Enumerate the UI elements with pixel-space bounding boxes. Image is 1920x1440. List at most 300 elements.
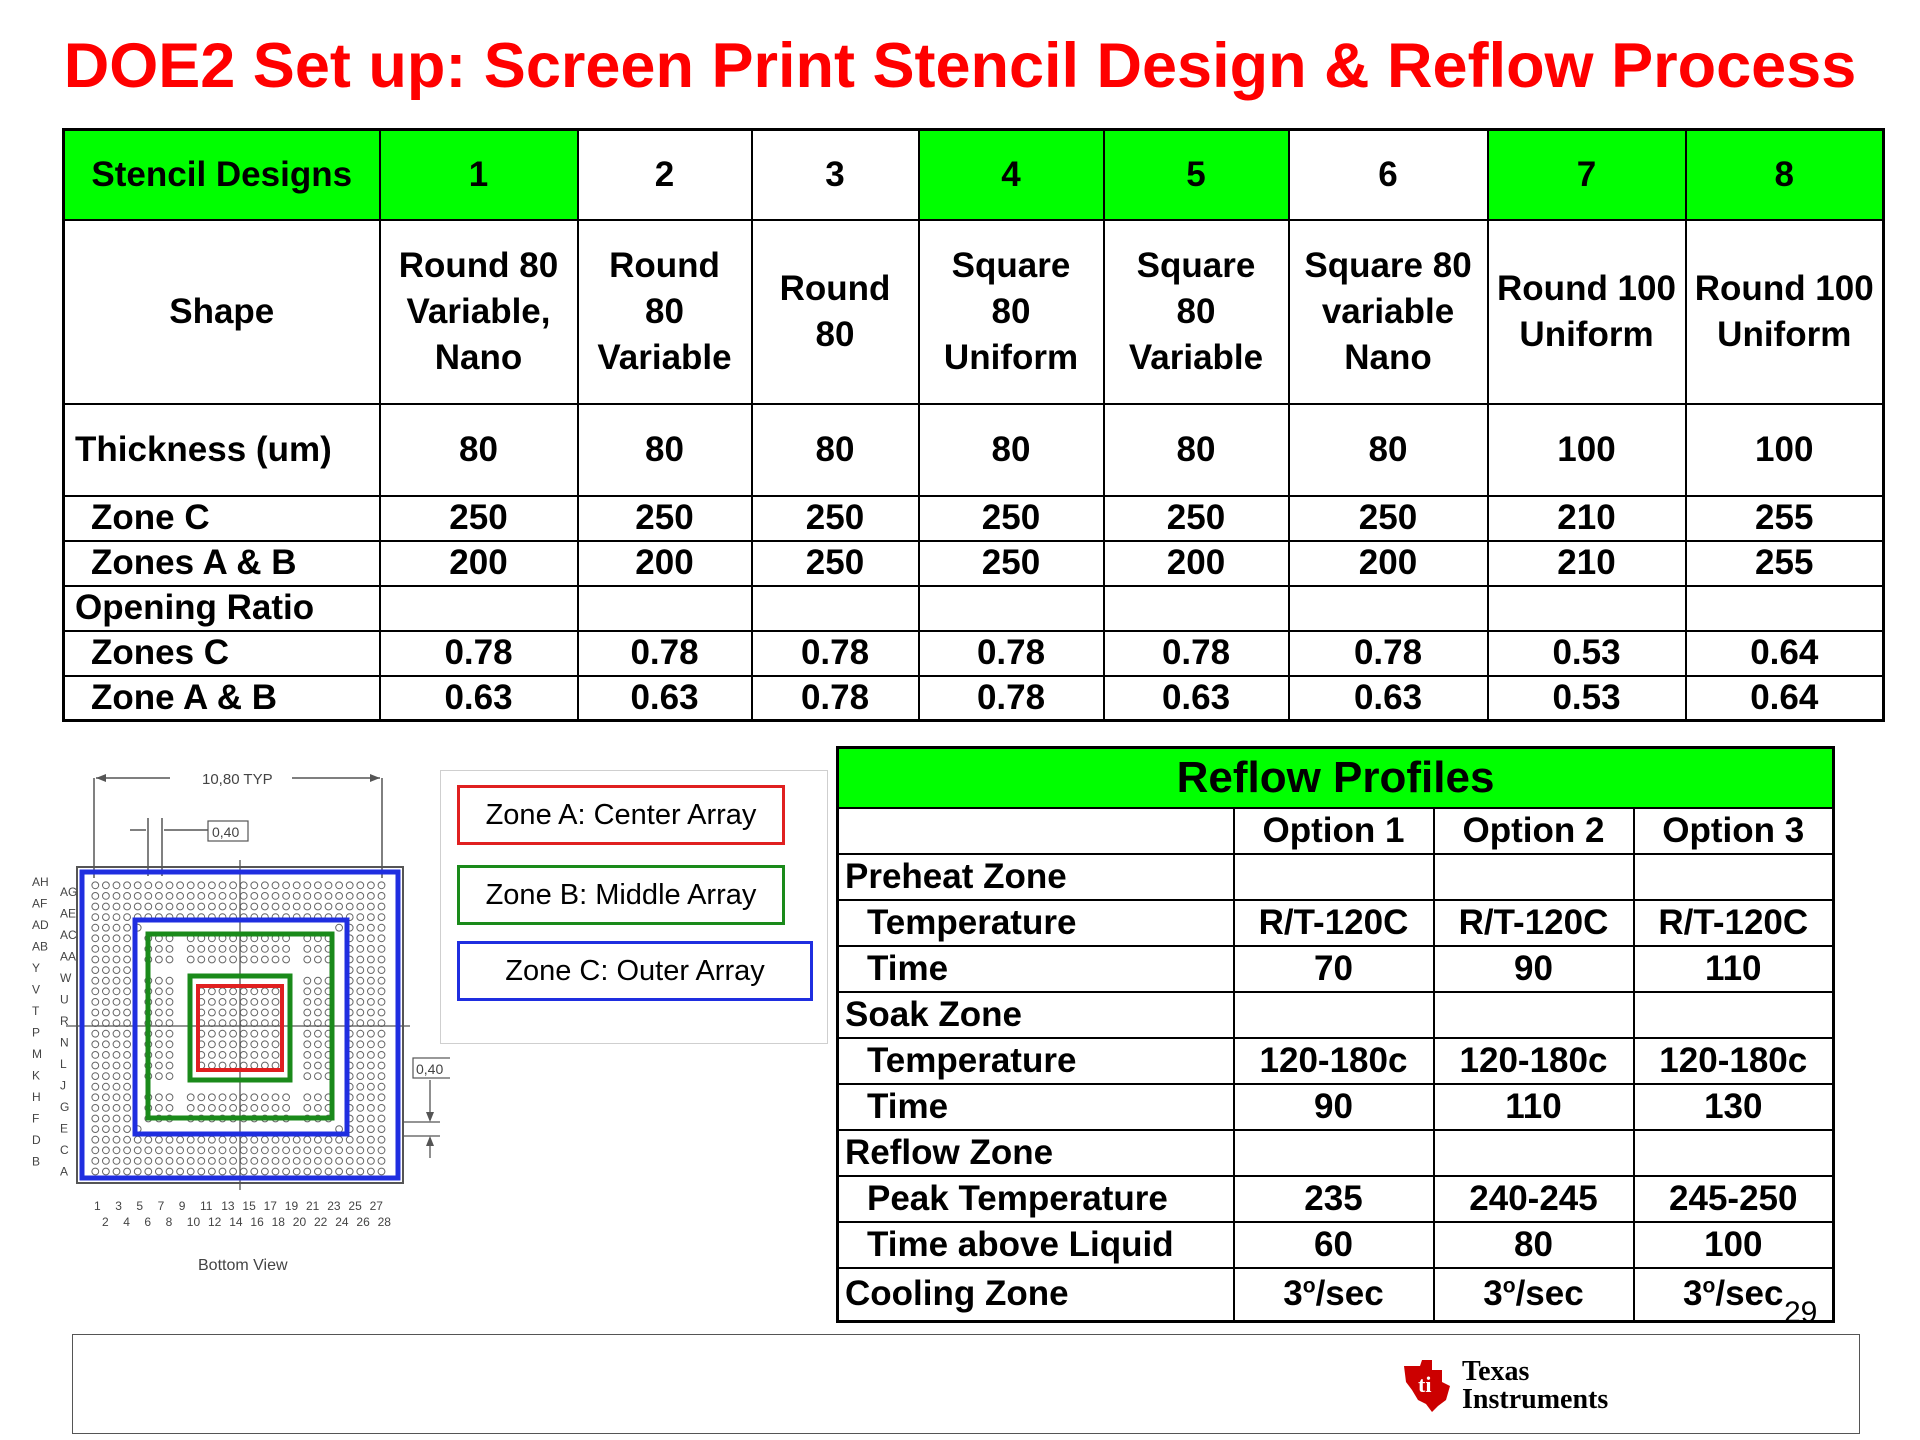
solder-ball bbox=[219, 1009, 226, 1016]
col-label-top: 17 bbox=[263, 1199, 277, 1213]
solder-ball bbox=[92, 914, 99, 921]
solder-ball bbox=[378, 977, 385, 984]
solder-ball bbox=[368, 1062, 375, 1069]
solder-ball bbox=[156, 999, 163, 1006]
temperature-label: Temperature bbox=[838, 1038, 1234, 1084]
solder-ball bbox=[346, 903, 353, 910]
zones-c-ratio-label: Zones C bbox=[64, 631, 380, 676]
solder-ball bbox=[166, 1030, 173, 1037]
solder-ball bbox=[293, 1168, 300, 1175]
shape-cell: Round 80 Variable bbox=[578, 220, 752, 404]
tal-row bbox=[838, 1222, 1834, 1268]
zones-c-ratio-cell: 0.78 bbox=[1104, 631, 1289, 676]
row-label-left: B bbox=[32, 1154, 41, 1169]
col-label-top: 5 bbox=[136, 1199, 144, 1213]
solder-ball bbox=[103, 999, 110, 1006]
solder-ball bbox=[368, 914, 375, 921]
zone-c-cell: 255 bbox=[1686, 496, 1884, 541]
col-label-bottom: 18 bbox=[271, 1215, 285, 1229]
solder-ball bbox=[357, 1094, 364, 1101]
solder-ball bbox=[230, 1030, 237, 1037]
preheat-row bbox=[838, 854, 1834, 900]
col-label-bottom: 6 bbox=[144, 1215, 152, 1229]
col-label-bottom: 20 bbox=[292, 1215, 307, 1229]
solder-ball bbox=[156, 1062, 163, 1069]
solder-ball bbox=[272, 1030, 279, 1037]
row-label-right: E bbox=[60, 1121, 69, 1136]
solder-ball bbox=[103, 977, 110, 984]
solder-ball bbox=[124, 1073, 131, 1080]
solder-ball bbox=[315, 893, 322, 900]
soak-label: Soak Zone bbox=[838, 992, 1234, 1038]
row-label-right: A bbox=[60, 1164, 69, 1179]
solder-ball bbox=[230, 1041, 237, 1048]
solder-ball bbox=[283, 882, 290, 889]
solder-ball bbox=[315, 1062, 322, 1069]
solder-ball bbox=[219, 946, 226, 953]
solder-ball bbox=[230, 903, 237, 910]
solder-ball bbox=[103, 1030, 110, 1037]
solder-ball bbox=[357, 882, 364, 889]
solder-ball bbox=[219, 1052, 226, 1059]
solder-ball bbox=[262, 1158, 269, 1165]
solder-ball bbox=[113, 967, 120, 974]
solder-ball bbox=[357, 935, 364, 942]
col-label-bottom: 2 bbox=[102, 1215, 109, 1229]
col-label-bottom: 10 bbox=[186, 1215, 201, 1229]
solder-ball bbox=[262, 1009, 269, 1016]
zones-ab-cell: 200 bbox=[380, 541, 578, 586]
solder-ball bbox=[240, 1147, 247, 1154]
solder-ball bbox=[166, 1009, 173, 1016]
solder-ball bbox=[219, 999, 226, 1006]
solder-ball bbox=[124, 1094, 131, 1101]
solder-ball bbox=[103, 1105, 110, 1112]
solder-ball bbox=[304, 999, 311, 1006]
solder-ball bbox=[272, 893, 279, 900]
solder-ball bbox=[92, 956, 99, 963]
solder-ball bbox=[283, 1105, 290, 1112]
solder-ball bbox=[315, 999, 322, 1006]
solder-ball bbox=[124, 893, 131, 900]
solder-ball bbox=[315, 946, 322, 953]
solder-ball bbox=[103, 1083, 110, 1090]
cooling-cell: 3$^o$/sec bbox=[1434, 1268, 1634, 1322]
solder-ball bbox=[124, 1083, 131, 1090]
zone-legend bbox=[440, 770, 828, 1044]
solder-ball bbox=[230, 1147, 237, 1154]
solder-ball bbox=[378, 1062, 385, 1069]
solder-ball bbox=[315, 1073, 322, 1080]
shape-cell: Round 80 bbox=[752, 220, 919, 404]
solder-ball bbox=[378, 924, 385, 931]
cooling-row bbox=[838, 1268, 1834, 1322]
solder-ball bbox=[378, 1158, 385, 1165]
col-label-top: 7 bbox=[157, 1199, 165, 1213]
solder-ball bbox=[262, 1105, 269, 1112]
legend-zone-a: Zone A: Center Array bbox=[457, 785, 785, 845]
zones-c-ratio-cell: 0.78 bbox=[578, 631, 752, 676]
solder-ball bbox=[368, 1168, 375, 1175]
row-label-right: AC bbox=[60, 928, 77, 942]
solder-ball bbox=[145, 903, 152, 910]
solder-ball bbox=[166, 1168, 173, 1175]
solder-ball bbox=[272, 903, 279, 910]
solder-ball bbox=[156, 988, 163, 995]
solder-ball bbox=[357, 1083, 364, 1090]
solder-ball bbox=[336, 903, 343, 910]
solder-ball bbox=[368, 882, 375, 889]
solder-ball bbox=[378, 1052, 385, 1059]
solder-ball bbox=[166, 1073, 173, 1080]
solder-ball bbox=[103, 1052, 110, 1059]
solder-ball bbox=[368, 924, 375, 931]
solder-ball bbox=[103, 903, 110, 910]
solder-ball bbox=[304, 1168, 311, 1175]
solder-ball bbox=[357, 977, 364, 984]
solder-ball bbox=[378, 903, 385, 910]
solder-ball bbox=[293, 1136, 300, 1143]
solder-ball bbox=[346, 1168, 353, 1175]
solder-ball bbox=[156, 1147, 163, 1154]
zones-c-ratio-cell: 0.78 bbox=[1289, 631, 1488, 676]
zones-ab-cell: 255 bbox=[1686, 541, 1884, 586]
solder-ball bbox=[378, 914, 385, 921]
solder-ball bbox=[357, 946, 364, 953]
solder-ball bbox=[209, 1147, 216, 1154]
solder-ball bbox=[368, 967, 375, 974]
dim-side-label: 0,40 bbox=[416, 1061, 444, 1077]
shape-cell: Round 100 Uniform bbox=[1686, 220, 1884, 404]
reflow-title-row bbox=[838, 748, 1834, 808]
solder-ball bbox=[230, 1094, 237, 1101]
solder-ball bbox=[315, 1030, 322, 1037]
solder-ball bbox=[272, 1041, 279, 1048]
solder-ball bbox=[209, 1168, 216, 1175]
preheat-temp-cell: R/T-120C bbox=[1434, 900, 1634, 946]
solder-ball bbox=[124, 1136, 131, 1143]
solder-ball bbox=[262, 1062, 269, 1069]
solder-ball bbox=[357, 1147, 364, 1154]
solder-ball bbox=[124, 1062, 131, 1069]
soak-temp-row bbox=[838, 1038, 1834, 1084]
diagram-caption: Bottom View bbox=[198, 1257, 288, 1274]
solder-ball bbox=[198, 1094, 205, 1101]
solder-ball bbox=[304, 1158, 311, 1165]
col-label-bottom: 14 bbox=[229, 1215, 243, 1229]
solder-ball bbox=[272, 988, 279, 995]
solder-ball bbox=[336, 1168, 343, 1175]
solder-ball bbox=[378, 935, 385, 942]
solder-ball bbox=[134, 1136, 141, 1143]
zone-ab-ratio-label: Zone A & B bbox=[64, 676, 380, 721]
solder-ball bbox=[357, 1073, 364, 1080]
solder-ball bbox=[357, 1126, 364, 1133]
solder-ball bbox=[304, 893, 311, 900]
solder-ball bbox=[103, 924, 110, 931]
solder-ball bbox=[378, 1105, 385, 1112]
tal-cell: 60 bbox=[1234, 1222, 1434, 1268]
solder-ball bbox=[156, 1105, 163, 1112]
row-label-right: G bbox=[60, 1100, 70, 1114]
solder-ball bbox=[378, 1083, 385, 1090]
solder-ball bbox=[113, 988, 120, 995]
zones-ab-cell: 200 bbox=[1289, 541, 1488, 586]
solder-ball bbox=[177, 903, 184, 910]
solder-ball bbox=[113, 1041, 120, 1048]
solder-ball bbox=[283, 1094, 290, 1101]
solder-ball bbox=[113, 903, 120, 910]
preheat-label: Preheat Zone bbox=[838, 854, 1234, 900]
solder-ball bbox=[251, 903, 258, 910]
solder-ball bbox=[240, 1094, 247, 1101]
col-label-bottom: 22 bbox=[314, 1215, 328, 1229]
solder-ball bbox=[357, 903, 364, 910]
row-label-right: N bbox=[60, 1035, 69, 1050]
soak-time-row bbox=[838, 1084, 1834, 1130]
col-label-top: 21 bbox=[306, 1199, 320, 1213]
col-label-bottom: 8 bbox=[165, 1215, 173, 1229]
solder-ball bbox=[240, 1105, 247, 1112]
solder-ball bbox=[240, 1009, 247, 1016]
tal-cell: 100 bbox=[1634, 1222, 1834, 1268]
soak-temp-cell: 120-180c bbox=[1234, 1038, 1434, 1084]
solder-ball bbox=[103, 1115, 110, 1122]
solder-ball bbox=[315, 1009, 322, 1016]
solder-ball bbox=[368, 946, 375, 953]
solder-ball bbox=[357, 893, 364, 900]
solder-ball bbox=[103, 967, 110, 974]
stencil-col-header: 2 bbox=[578, 130, 752, 220]
zone-ab-ratio-cell: 0.63 bbox=[1289, 676, 1488, 721]
solder-ball bbox=[368, 893, 375, 900]
solder-ball bbox=[134, 903, 141, 910]
solder-ball bbox=[92, 1009, 99, 1016]
solder-ball bbox=[134, 893, 141, 900]
solder-ball bbox=[156, 893, 163, 900]
stencil-col-header: 4 bbox=[919, 130, 1104, 220]
solder-ball bbox=[113, 1115, 120, 1122]
solder-ball bbox=[187, 903, 194, 910]
solder-ball bbox=[240, 999, 247, 1006]
col-label-bottom: 4 bbox=[123, 1215, 130, 1229]
col-label-top: 9 bbox=[178, 1199, 186, 1213]
solder-ball bbox=[166, 1136, 173, 1143]
solder-ball bbox=[92, 988, 99, 995]
solder-ball bbox=[113, 1147, 120, 1154]
solder-ball bbox=[346, 1158, 353, 1165]
solder-ball bbox=[156, 1168, 163, 1175]
solder-ball bbox=[304, 1147, 311, 1154]
solder-ball bbox=[209, 1041, 216, 1048]
solder-ball bbox=[209, 988, 216, 995]
solder-ball bbox=[92, 903, 99, 910]
solder-ball bbox=[219, 1158, 226, 1165]
solder-ball bbox=[156, 1009, 163, 1016]
page-number: 29 bbox=[1784, 1296, 1818, 1329]
solder-ball bbox=[272, 1094, 279, 1101]
zones-ab-cell: 200 bbox=[1104, 541, 1289, 586]
solder-ball bbox=[325, 1147, 332, 1154]
row-label-left: T bbox=[32, 1004, 40, 1018]
solder-ball bbox=[113, 1158, 120, 1165]
solder-ball bbox=[240, 1030, 247, 1037]
solder-ball bbox=[103, 914, 110, 921]
solder-ball bbox=[124, 988, 131, 995]
solder-ball bbox=[134, 1168, 141, 1175]
solder-ball bbox=[124, 1009, 131, 1016]
option-header: Option 3 bbox=[1634, 808, 1834, 854]
zone-ab-ratio-cell: 0.63 bbox=[380, 676, 578, 721]
solder-ball bbox=[209, 1105, 216, 1112]
solder-ball bbox=[209, 999, 216, 1006]
solder-ball bbox=[304, 1009, 311, 1016]
zones-ab-cell: 250 bbox=[919, 541, 1104, 586]
solder-ball bbox=[368, 1105, 375, 1112]
solder-ball bbox=[262, 893, 269, 900]
preheat-time-cell: 110 bbox=[1634, 946, 1834, 992]
soak-time-cell: 130 bbox=[1634, 1084, 1834, 1130]
solder-ball bbox=[219, 882, 226, 889]
solder-ball bbox=[230, 946, 237, 953]
solder-ball bbox=[103, 1136, 110, 1143]
solder-ball bbox=[92, 1126, 99, 1133]
solder-ball bbox=[304, 1041, 311, 1048]
page-title: DOE2 Set up: Screen Print Stencil Design & Reflow Process bbox=[63, 31, 1857, 101]
solder-ball bbox=[336, 1147, 343, 1154]
cooling-cell: 3$^o$/sec bbox=[1634, 1268, 1834, 1322]
solder-ball bbox=[156, 1041, 163, 1048]
solder-ball bbox=[357, 1009, 364, 1016]
solder-ball bbox=[240, 1041, 247, 1048]
legend-zone-b: Zone B: Middle Array bbox=[457, 865, 785, 925]
solder-ball bbox=[103, 935, 110, 942]
solder-ball bbox=[315, 1168, 322, 1175]
shape-cell: Square 80 Uniform bbox=[919, 220, 1104, 404]
solder-ball bbox=[325, 1168, 332, 1175]
solder-ball bbox=[209, 1009, 216, 1016]
solder-ball bbox=[378, 1168, 385, 1175]
solder-ball bbox=[92, 999, 99, 1006]
solder-ball bbox=[230, 1158, 237, 1165]
solder-ball bbox=[198, 1168, 205, 1175]
solder-ball bbox=[283, 903, 290, 910]
temperature-label: Temperature bbox=[838, 900, 1234, 946]
solder-ball bbox=[92, 1052, 99, 1059]
solder-ball bbox=[368, 1136, 375, 1143]
solder-ball bbox=[251, 882, 258, 889]
solder-ball bbox=[92, 1115, 99, 1122]
shape-label: Shape bbox=[64, 220, 380, 404]
solder-ball bbox=[368, 1073, 375, 1080]
col-label-top: 27 bbox=[369, 1199, 383, 1213]
solder-ball bbox=[145, 1158, 152, 1165]
solder-ball bbox=[304, 946, 311, 953]
solder-ball bbox=[336, 1126, 343, 1133]
solder-ball bbox=[92, 924, 99, 931]
solder-ball bbox=[103, 956, 110, 963]
solder-ball bbox=[378, 882, 385, 889]
solder-ball bbox=[357, 967, 364, 974]
solder-ball bbox=[92, 1158, 99, 1165]
thickness-cell: 80 bbox=[752, 404, 919, 496]
solder-ball bbox=[166, 1062, 173, 1069]
solder-ball bbox=[262, 882, 269, 889]
row-label-left: V bbox=[32, 982, 41, 997]
solder-ball bbox=[219, 988, 226, 995]
zones-c-ratio-row bbox=[64, 631, 1884, 676]
solder-ball bbox=[230, 893, 237, 900]
solder-ball bbox=[92, 967, 99, 974]
solder-ball bbox=[156, 946, 163, 953]
solder-ball bbox=[357, 1115, 364, 1122]
solder-ball bbox=[124, 1041, 131, 1048]
solder-ball bbox=[103, 1062, 110, 1069]
solder-ball bbox=[156, 956, 163, 963]
solder-ball bbox=[103, 893, 110, 900]
zone-c-cell: 210 bbox=[1488, 496, 1686, 541]
solder-ball bbox=[315, 1094, 322, 1101]
solder-ball bbox=[219, 1147, 226, 1154]
solder-ball bbox=[92, 893, 99, 900]
row-label-left: AH bbox=[32, 875, 49, 889]
solder-ball bbox=[166, 882, 173, 889]
solder-ball bbox=[124, 1105, 131, 1112]
solder-ball bbox=[103, 1041, 110, 1048]
solder-ball bbox=[230, 882, 237, 889]
tal-cell: 80 bbox=[1434, 1222, 1634, 1268]
row-label-left: H bbox=[32, 1090, 41, 1104]
solder-ball bbox=[346, 882, 353, 889]
row-label-right: R bbox=[60, 1014, 69, 1028]
solder-ball bbox=[124, 977, 131, 984]
solder-ball bbox=[166, 988, 173, 995]
solder-ball bbox=[251, 1030, 258, 1037]
solder-ball bbox=[283, 1136, 290, 1143]
ti-logo-icon bbox=[1398, 1356, 1456, 1414]
thickness-cell: 80 bbox=[380, 404, 578, 496]
solder-ball bbox=[177, 893, 184, 900]
solder-ball bbox=[145, 882, 152, 889]
solder-ball bbox=[145, 1168, 152, 1175]
solder-ball bbox=[293, 882, 300, 889]
solder-ball bbox=[240, 956, 247, 963]
zone-ab-ratio-cell: 0.78 bbox=[919, 676, 1104, 721]
zones-ab-cell: 210 bbox=[1488, 541, 1686, 586]
solder-ball bbox=[346, 1147, 353, 1154]
col-label-bottom: 24 bbox=[335, 1215, 349, 1229]
stencil-col-header: 6 bbox=[1289, 130, 1488, 220]
solder-ball bbox=[240, 946, 247, 953]
ti-logo bbox=[1398, 1356, 1658, 1416]
solder-ball bbox=[198, 1136, 205, 1143]
solder-ball bbox=[251, 999, 258, 1006]
solder-ball bbox=[113, 1126, 120, 1133]
soak-temp-cell: 120-180c bbox=[1434, 1038, 1634, 1084]
solder-ball bbox=[113, 1168, 120, 1175]
solder-ball bbox=[124, 946, 131, 953]
time-label: Time bbox=[838, 946, 1234, 992]
solder-ball bbox=[166, 893, 173, 900]
row-label-left: M bbox=[32, 1047, 42, 1061]
solder-ball bbox=[315, 988, 322, 995]
solder-ball bbox=[240, 882, 247, 889]
soak-row bbox=[838, 992, 1834, 1038]
zone-c-cell: 250 bbox=[1289, 496, 1488, 541]
solder-ball bbox=[103, 1094, 110, 1101]
solder-ball bbox=[166, 1158, 173, 1165]
solder-ball bbox=[272, 1147, 279, 1154]
